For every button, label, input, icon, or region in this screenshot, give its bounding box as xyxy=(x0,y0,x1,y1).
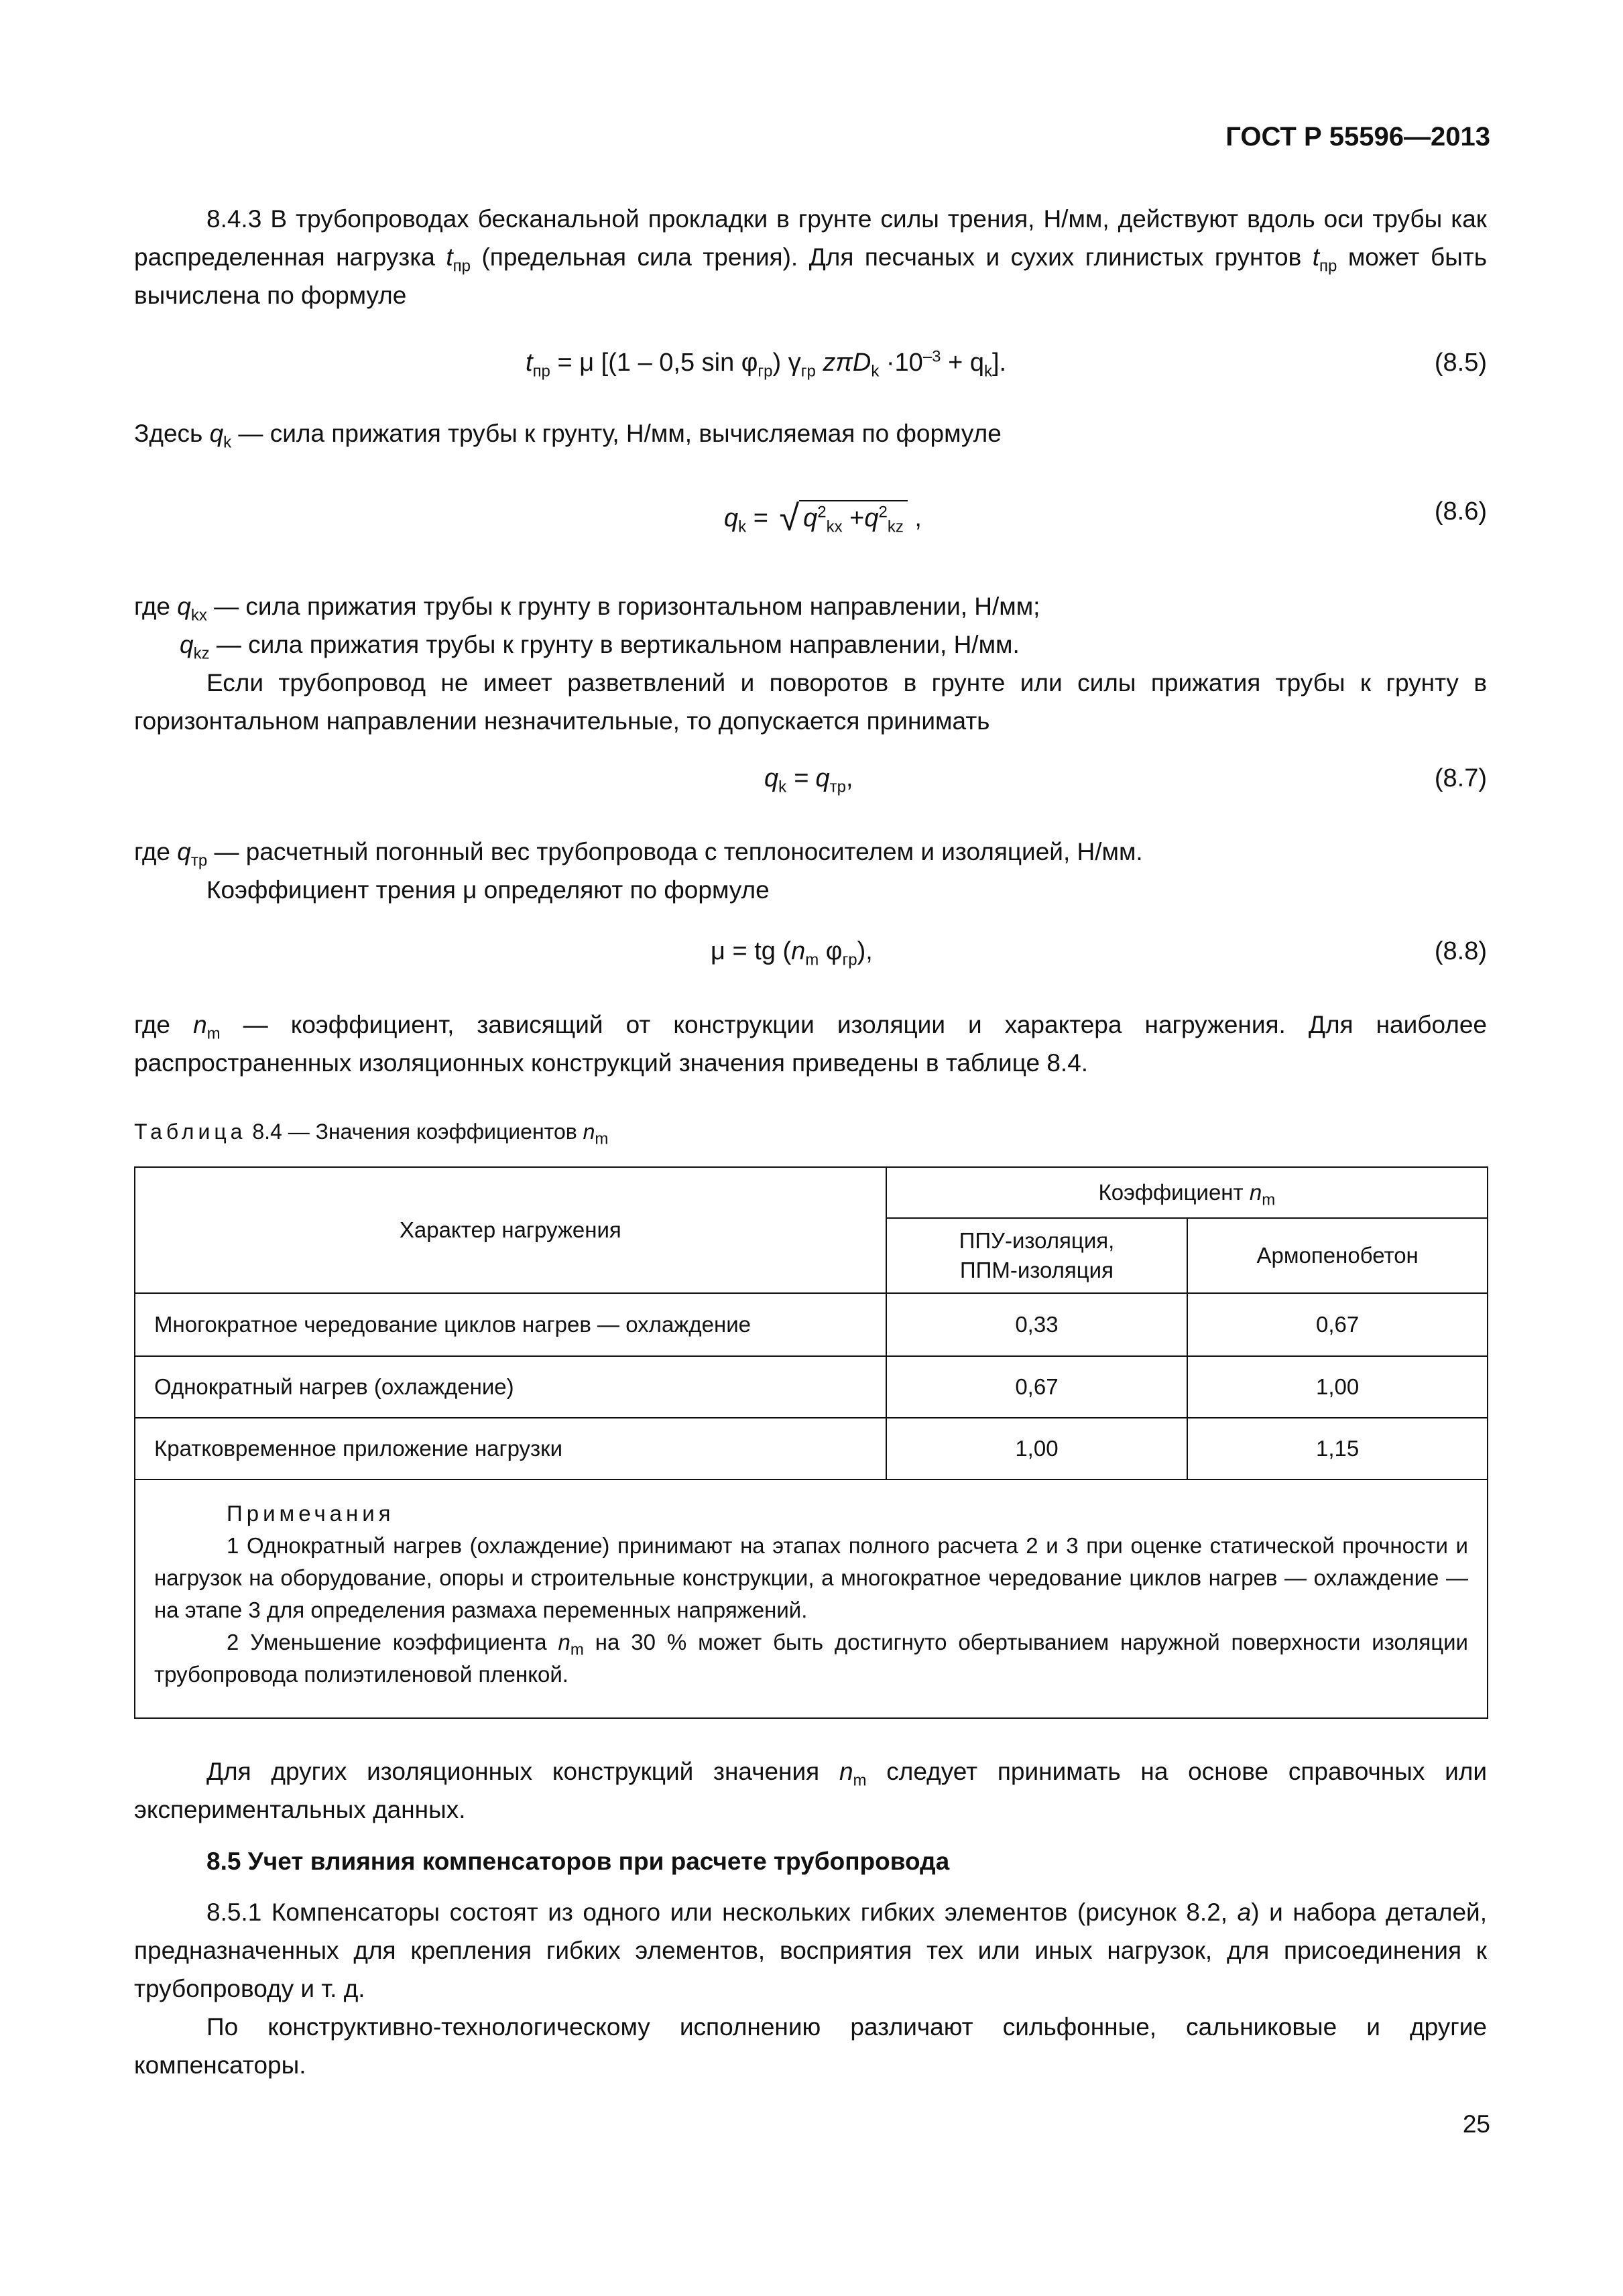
table-header-row xyxy=(135,1167,1488,1218)
formula-number: (8.6) xyxy=(1434,497,1487,526)
note-2: 2 Уменьшение коэффициента $n_m$ на 30 % может быть достигнуто обертыванием наружной поверхности изоляции трубопровода полиэтиленовой пленкой. xyxy=(154,1630,1468,1687)
table-caption: Таблица 8.4 — Значения коэффициентов $n_m$ xyxy=(134,1120,609,1148)
section-heading-8-5: 8.5 Учет влияния компенсаторов при расчете трубопровода xyxy=(206,1848,950,1875)
formula-number: (8.8) xyxy=(1434,937,1487,965)
table-notes xyxy=(135,1479,1488,1718)
formula-8-7: $q_k = q_{тр}$, (8.7) xyxy=(764,764,1487,796)
table-row: Кратковременное приложение нагрузки 1,00 1,15 xyxy=(135,1418,1488,1479)
document-id: ГОСТ Р 55596—2013 xyxy=(1225,122,1490,152)
square-root: √ $q^2_{kx} +q^2_{kz}$ xyxy=(775,497,907,539)
paragraph-8-4-3: 8.4.3 В трубопроводах бесканальной прокладки в грунте силы трения, Н/мм, действуют вдоль оси трубы как распределенная нагрузка $t_{пр}$ (предельная сила трения). Для песчаных и сухих глинистых грунтов $t_{пр}$ может быть вычислена по формуле xyxy=(134,205,1488,309)
header-armopenobeton: Армопенобетон xyxy=(1187,1218,1488,1293)
notes-title: Примечания xyxy=(227,1501,395,1526)
note-1: 1 Однократный нагрев (охлаждение) принимают на этапах полного расчета 2 и 3 при оценке статической прочности и нагрузок на оборудование, опоры и строительные конструкции, а многократное чередование циклов нагрев — охлаждение — на этапе 3 для определения размаха переменных напряжений. xyxy=(154,1533,1468,1622)
paragraph-other-insulation: Для других изоляционных конструкций значения $n_m$ следует принимать на основе справочных или экспериментальных данных. xyxy=(134,1758,1488,1823)
formula-number: (8.5) xyxy=(1434,349,1487,377)
coefficient-table xyxy=(134,1166,1488,1719)
formula-8-6: $q_k$ = √ $q^2_{kx} +q^2_{kz}$ , (8.6) xyxy=(724,497,1487,538)
formula-number: (8.7) xyxy=(1434,764,1487,792)
paragraph-8-5-1: 8.5.1 Компенсаторы состоят из одного или нескольких гибких элементов (рисунок 8.2, а) и набора деталей, предназначенных для крепления гибких элементов, восприятия тех или иных нагрузок, для присоединения к трубопроводу и т. д. По конструктивно-технологическому исполнению различают сильфонные, сальниковые и другие компенсаторы. xyxy=(134,1898,1487,2079)
paragraph-where-8-7: где $q_{тр}$ — расчетный погонный вес трубопровода с теплоносителем и изоляцией, Н/мм. Коэффициент трения μ определяют по формуле xyxy=(134,838,1143,904)
table-notes-row xyxy=(135,1479,1488,1718)
header-coefficient: Коэффициент $n_m$ xyxy=(886,1167,1488,1218)
header-ppu: ППУ-изоляция, ППМ-изоляция xyxy=(886,1218,1188,1293)
table-row: Многократное чередование циклов нагрев — охлаждение 0,33 0,67 xyxy=(135,1293,1488,1356)
table-row: Однократный нагрев (охлаждение) 0,67 1,00 xyxy=(135,1356,1488,1418)
formula-8-8: μ = tg ($n_m$ $\varphi_{гр}$), (8.8) xyxy=(711,937,1487,969)
paragraph-where-8-6: где $q_{kx}$ — сила прижатия трубы к грунту в горизонтальном направлении, Н/мм; $q_{kz}$ — сила прижатия трубы к грунту в вертикальном направлении, Н/мм. Если трубопровод не имеет разветвлений и поворотов в грунте или силы прижатия трубы к грунту в горизонтальном направлении незначительные, то допускается принимать xyxy=(134,593,1487,735)
formula-8-5: $t_{пр} = \mu$ [(1 – 0,5 $\sin \varphi_{гр}$) $\gamma_{гр}$ $z\pi D_k \cdot 10^{-3} + q_k$]. (8.5) xyxy=(526,347,1487,381)
paragraph-qk: Здесь $q_k$ — сила прижатия трубы к грунту, Н/мм, вычисляемая по формуле xyxy=(134,420,1002,452)
paragraph-where-8-8: где $n_m$ — коэффициент, зависящий от конструкции изоляции и характера нагружения. Для наиболее распространенных изоляционных конструкций значения приведены в таблице 8.4. xyxy=(134,1011,1487,1077)
page-number: 25 xyxy=(1462,2110,1490,2138)
header-load-type: Характер нагружения xyxy=(135,1167,886,1293)
